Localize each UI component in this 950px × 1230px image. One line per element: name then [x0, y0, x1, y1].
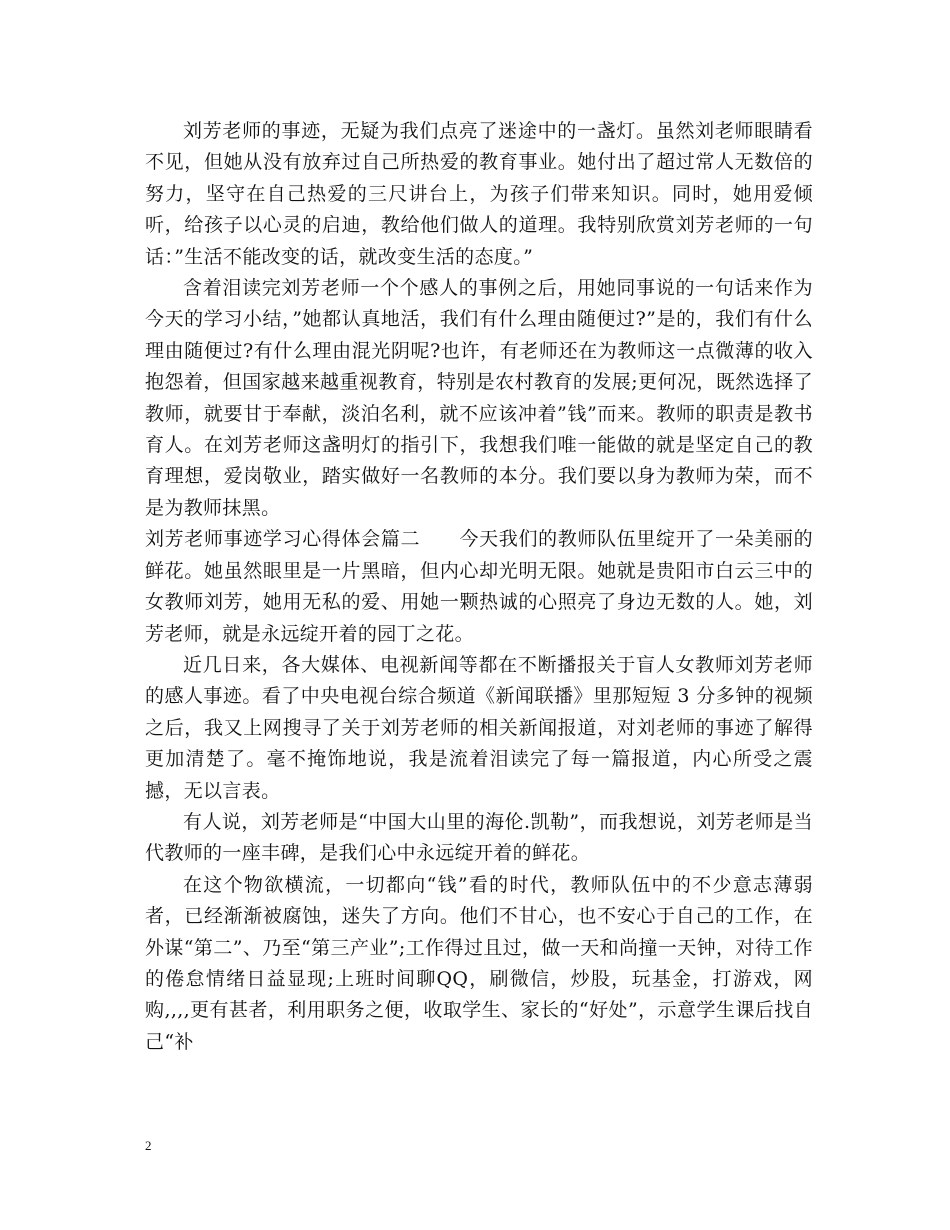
document-body	[145, 116, 813, 1058]
paragraph-1: 刘芳老师的事迹，无疑为我们点亮了迷途中的一盏灯。虽然刘老师眼睛看不见，但她从没有放弃过自己所热爱的教育事业。她付出了超过常人无数倍的努力，坚守在自己热爱的三尺讲台上，为孩子们带来知识。同时，她用爱倾听，给孩子以心灵的启迪，教给他们做人的道理。我特别欣赏刘芳老师的一句话：”生活不能改变的话，就改变生活的态度。”	[145, 120, 813, 268]
page-number: 2	[145, 1138, 152, 1153]
paragraph-2: 含着泪读完刘芳老师一个个感人的事例之后，用她同事说的一句话来作为今天的学习小结，”她都认真地活，我们有什么理由随便过?”是的，我们有什么理由随便过?有什么理由混光阴呢?也许，有老师还在为教师这一点微薄的收入抱怨着，但国家越来越重视教育，特别是农村教育的发展;更何况，既然选择了教师，就要甘于奉献，淡泊名利，就不应该冲着”钱”而来。教师的职责是教书育人。在刘芳老师这盏明灯的指引下，我想我们唯一能做的就是坚定自己的教育理想，爱岗敬业，踏实做好一名教师的本分。我们要以身为教师为荣，而不是为教师抹黑。	[145, 277, 813, 519]
paragraph-3-with-heading: 刘芳老师事迹学习心得体会篇二 今天我们的教师队伍里绽开了一朵美丽的鲜花。她虽然眼里是一片黑暗，但内心却光明无限。她就是贵阳市白云三中的女教师刘芳，她用无私的爱、用她一颗热诚的心照亮了身边无数的人。她，刘芳老师，就是永远绽开着的园丁之花。	[145, 528, 813, 645]
paragraph-5: 有人说，刘芳老师是“中国大山里的海伦.凯勒”，而我想说，刘芳老师是当代教师的一座丰碑，是我们心中永远绽开着的鲜花。	[145, 810, 813, 865]
paragraph-6: 在这个物欲横流，一切都向“钱”看的时代，教师队伍中的不少意志薄弱者，已经渐渐被腐蚀，迷失了方向。他们不甘心，也不安心于自己的工作，在外谋“第二”、乃至“第三产业”;工作得过且过，做一天和尚撞一天钟，对待工作的倦怠情绪日益显现;上班时间聊QQ，刷微信，炒股，玩基金，打游戏，网购,,,,更有甚者，利用职务之便，收取学生、家长的“好处”，示意学生课后找自己“补	[145, 873, 813, 1053]
paragraph-4: 近几日来，各大媒体、电视新闻等都在不断播报关于盲人女教师刘芳老师的感人事迹。看了中央电视台综合频道《新闻联播》里那短短 3 分多钟的视频之后，我又上网搜寻了关于刘芳老师的相关新闻报道，对刘老师的事迹了解得更加清楚了。毫不掩饰地说，我是流着泪读完了每一篇报道，内心所受之震撼，无以言表。	[145, 653, 813, 802]
